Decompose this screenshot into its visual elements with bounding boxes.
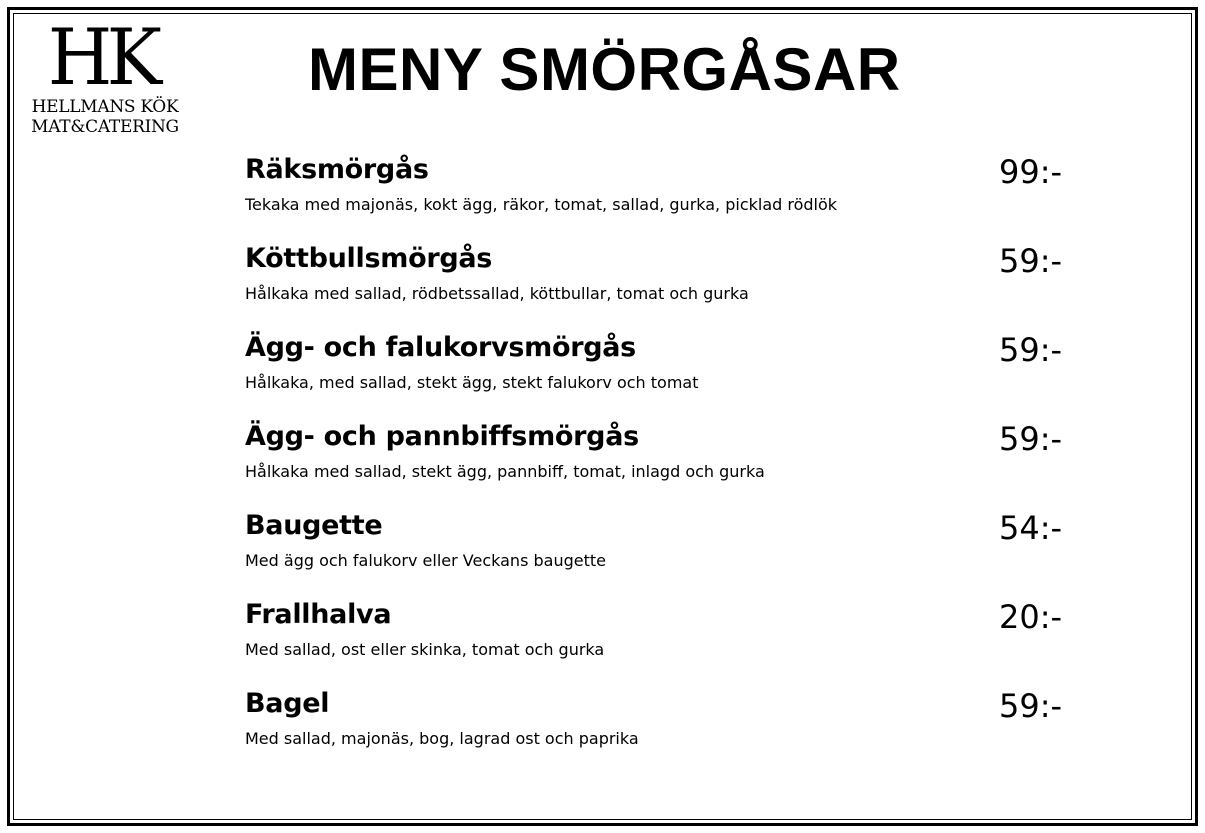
menu-item-price: 59:- xyxy=(999,331,1063,369)
menu-item xyxy=(245,239,1075,328)
menu-item-price: 20:- xyxy=(999,598,1063,636)
menu-item-name: Räksmörgås xyxy=(245,154,429,185)
menu-item-price: 99:- xyxy=(999,153,1063,191)
menu-item-name: Ägg- och pannbiffsmörgås xyxy=(245,421,639,452)
menu-item-price: 59:- xyxy=(999,420,1063,458)
menu-item xyxy=(245,417,1075,506)
logo-tagline: MAT&CATERING xyxy=(31,117,179,137)
menu-item-description: Hålkaka med sallad, stekt ägg, pannbiff, tomat, inlagd och gurka xyxy=(245,462,765,481)
menu-item-description: Med sallad, majonäs, bog, lagrad ost och paprika xyxy=(245,729,639,748)
menu-item-price: 59:- xyxy=(999,687,1063,725)
menu-item xyxy=(245,506,1075,595)
menu-item-description: Hålkaka, med sallad, stekt ägg, stekt falukorv och tomat xyxy=(245,373,699,392)
menu-item-name: Bagel xyxy=(245,688,330,719)
menu-item-name: Ägg- och falukorvsmörgås xyxy=(245,332,636,363)
menu-item-name: Baugette xyxy=(245,510,383,541)
menu-item-price: 54:- xyxy=(999,509,1063,547)
menu-list xyxy=(245,150,1075,773)
company-logo xyxy=(30,13,180,150)
menu-item xyxy=(245,328,1075,417)
menu-item-name: Köttbullsmörgås xyxy=(245,243,493,274)
menu-item-description: Med ägg och falukorv eller Veckans baugette xyxy=(245,551,606,570)
logo-monogram: HK xyxy=(47,13,157,103)
menu-item xyxy=(245,595,1075,684)
menu-item-price: 59:- xyxy=(999,242,1063,280)
menu-item-name: Frallhalva xyxy=(245,599,392,630)
logo-company-name: HELLMANS KÖK xyxy=(31,97,179,117)
menu-item-description: Med sallad, ost eller skinka, tomat och gurka xyxy=(245,640,605,659)
menu-item-description: Hålkaka med sallad, rödbetssallad, köttbullar, tomat och gurka xyxy=(245,284,749,303)
page-title: MENY SMÖRGÅSAR xyxy=(308,36,901,103)
menu-item-description: Tekaka med majonäs, kokt ägg, räkor, tomat, sallad, gurka, picklad rödlök xyxy=(245,195,838,214)
menu-item xyxy=(245,684,1075,773)
menu-item xyxy=(245,150,1075,239)
